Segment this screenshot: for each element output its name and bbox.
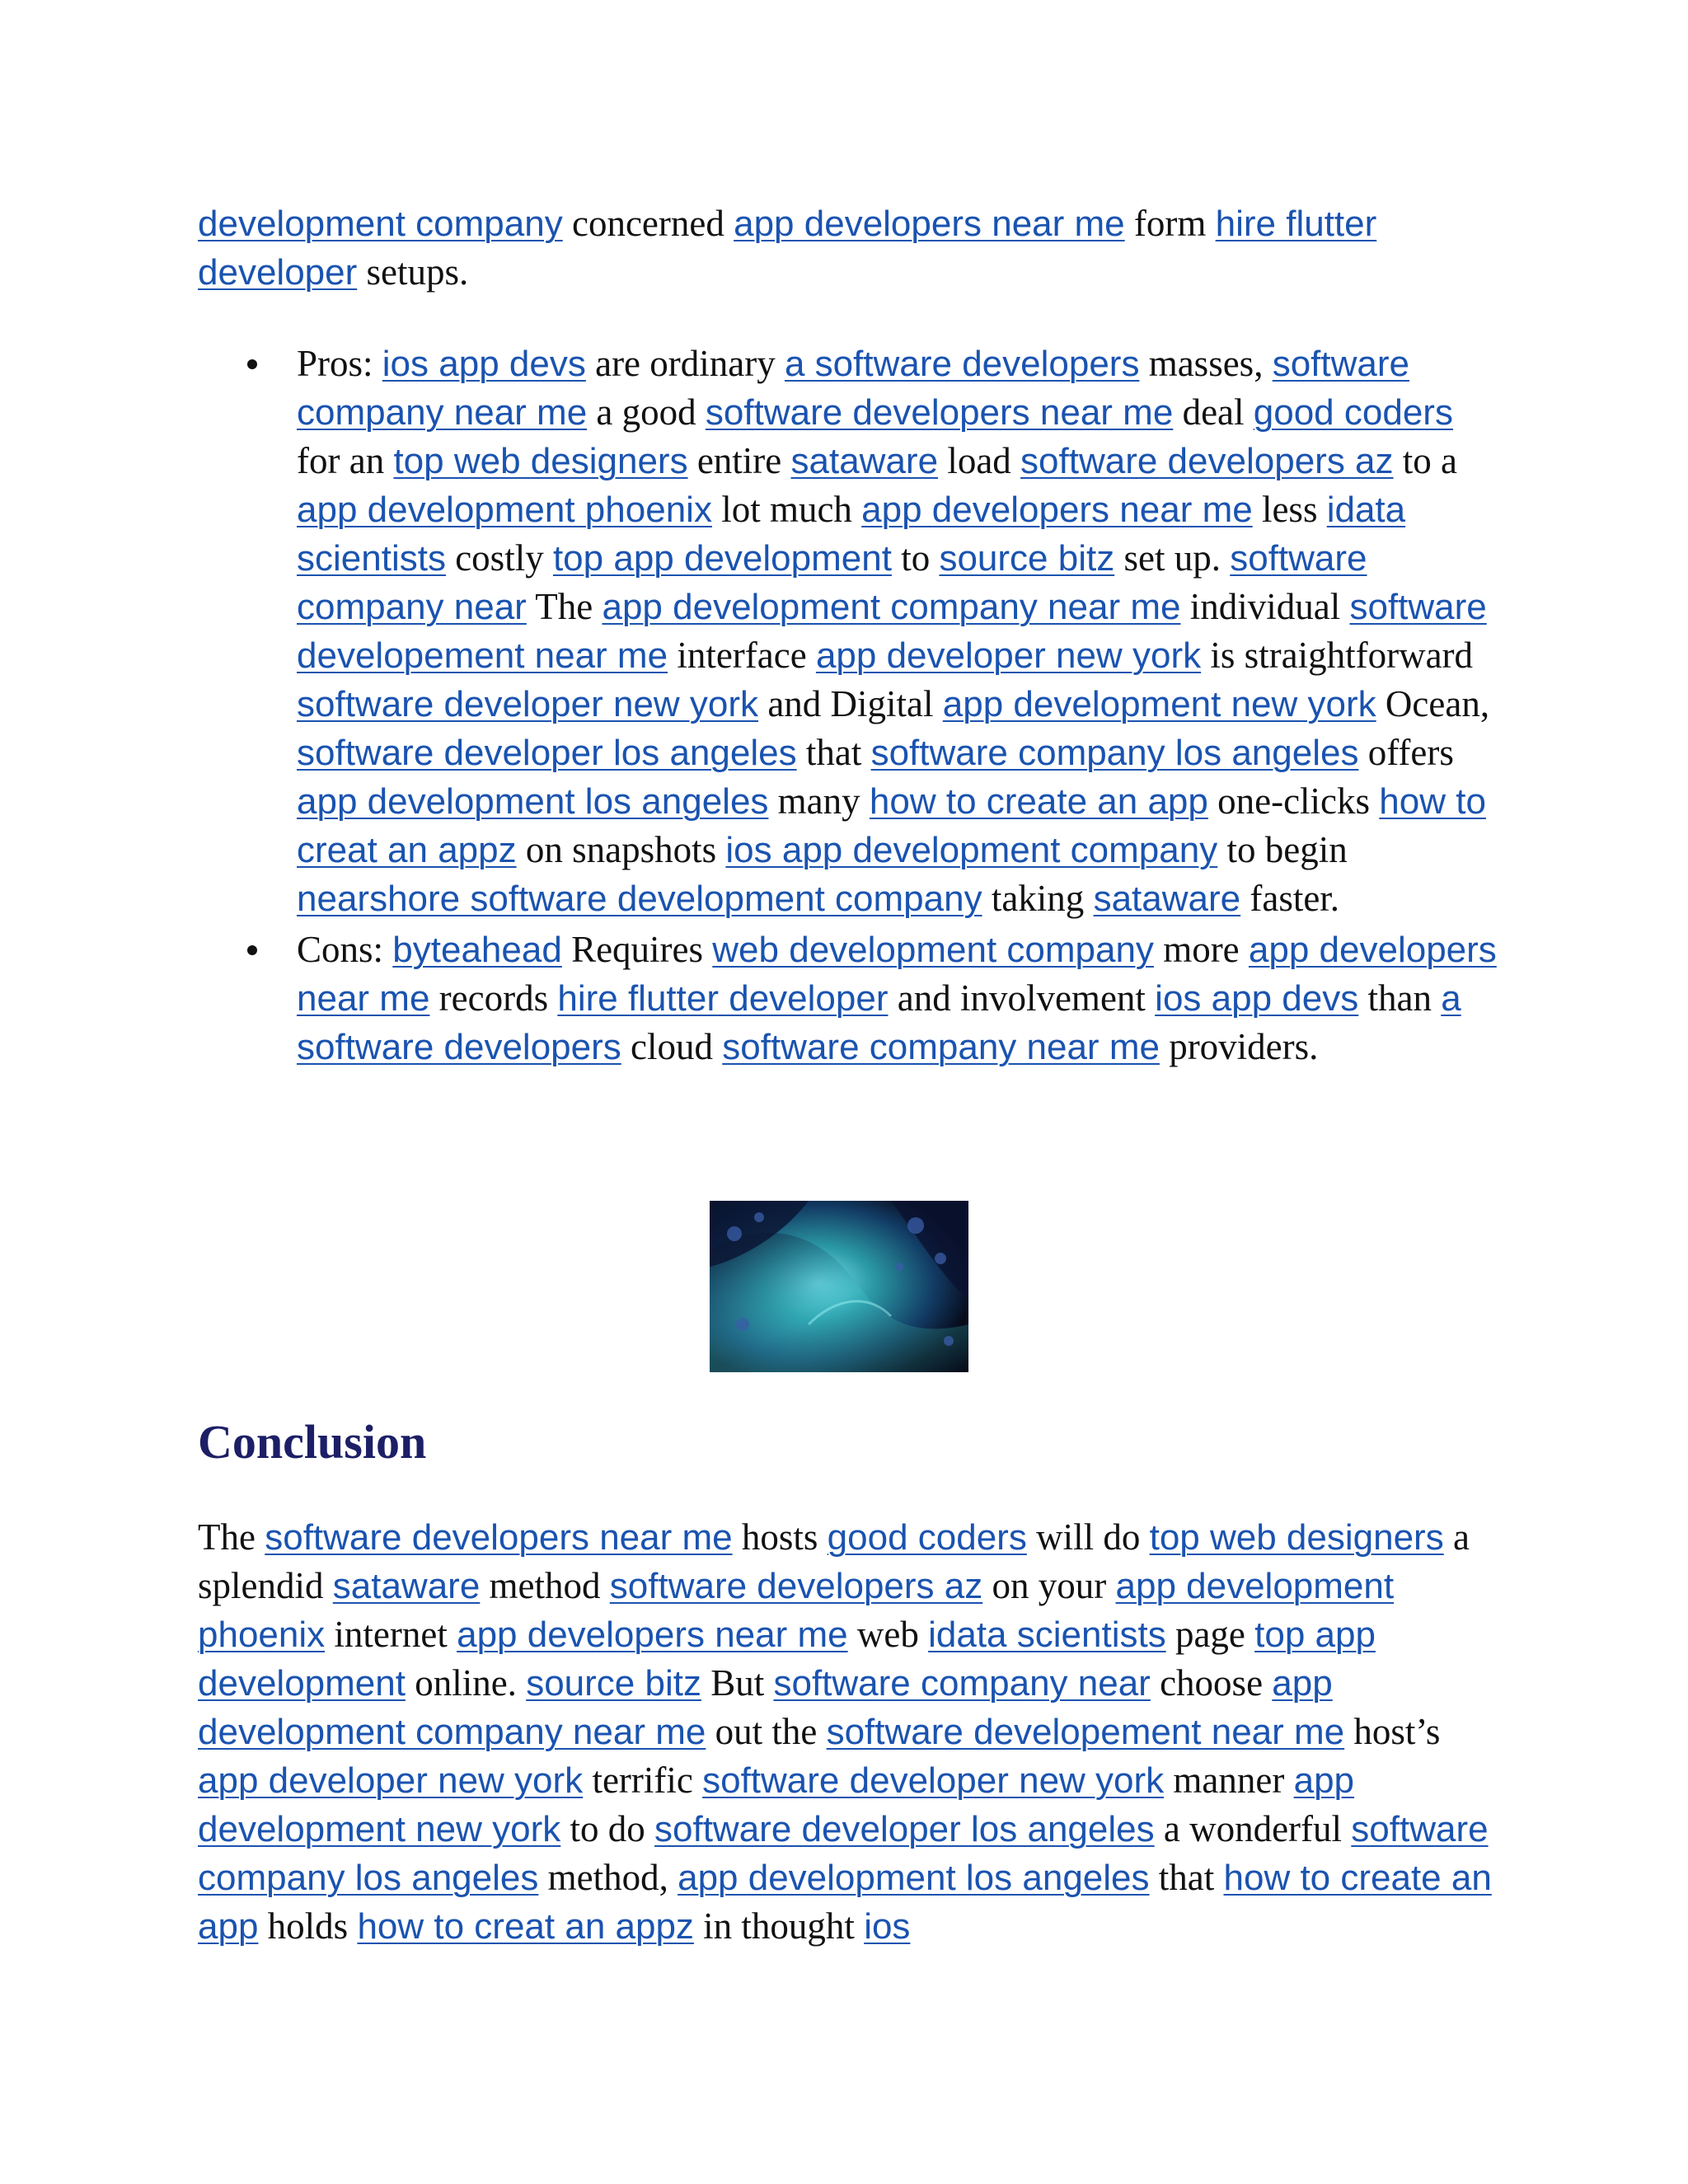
link-byteahead[interactable]: byteahead	[392, 930, 562, 970]
text-run: masses,	[1139, 343, 1273, 384]
bullet-dot-icon	[247, 945, 257, 955]
text-run: method,	[538, 1857, 678, 1898]
link-app-developer-new-york[interactable]: app developer new york	[815, 635, 1202, 676]
text-run: load	[938, 440, 1021, 481]
link-app-development-los-angeles[interactable]: app development los angeles	[297, 781, 769, 822]
text-run: The	[526, 586, 603, 627]
text-run: a splendid	[198, 1516, 1470, 1606]
text-run: cloud	[621, 1026, 723, 1067]
text-run: concerned	[562, 203, 734, 244]
link-app-development-new-york[interactable]: app development new york	[942, 684, 1376, 724]
link-top-app-development[interactable]: top app development	[552, 538, 892, 579]
text-run: manner	[1164, 1760, 1294, 1801]
text-run: form	[1124, 203, 1216, 244]
link-top-app-development[interactable]: top app development	[198, 1615, 1376, 1704]
text-run: a good	[587, 391, 706, 433]
link-sataware[interactable]: sataware	[790, 441, 939, 481]
text-run: entire	[687, 440, 791, 481]
text-run: internet	[325, 1614, 457, 1655]
link-software-developement-near-me[interactable]: software developement near me	[826, 1712, 1345, 1752]
text-run: and Digital	[758, 683, 943, 724]
bullet-cons	[198, 926, 1500, 1071]
text-run: deal	[1173, 391, 1254, 433]
text-run: lot much	[711, 489, 862, 530]
link-app-developers-near-me[interactable]: app developers near me	[734, 204, 1125, 244]
link-top-web-designers[interactable]: top web designers	[1149, 1517, 1444, 1558]
link-source-bitz[interactable]: source bitz	[526, 1663, 701, 1704]
text-run: on snapshots	[516, 829, 726, 870]
text-run: in thought	[693, 1905, 865, 1947]
link-software-company-near[interactable]: software company near	[297, 538, 1367, 627]
text-run: that	[1149, 1857, 1224, 1898]
link-software-company-los-angeles[interactable]: software company los angeles	[870, 733, 1359, 773]
link-a-software-developers[interactable]: a software developers	[784, 344, 1140, 384]
link-good-coders[interactable]: good coders	[827, 1517, 1027, 1558]
text-run: than	[1358, 977, 1442, 1019]
link-hire-flutter-developer[interactable]: hire flutter developer	[198, 204, 1377, 293]
text-run: Cons:	[297, 929, 393, 970]
link-software-developers-near-me[interactable]: software developers near me	[705, 392, 1174, 433]
link-software-developers-near-me[interactable]: software developers near me	[265, 1517, 733, 1558]
link-sataware[interactable]: sataware	[332, 1566, 481, 1606]
text-run: individual	[1180, 586, 1350, 627]
text-run: method	[480, 1565, 610, 1606]
link-app-developers-near-me[interactable]: app developers near me	[297, 930, 1497, 1019]
link-ios-app-development-company[interactable]: ios app development company	[725, 830, 1218, 870]
link-app-developers-near-me[interactable]: app developers near me	[861, 490, 1253, 530]
text-run: costly	[445, 537, 553, 579]
text-run: more	[1153, 929, 1249, 970]
text-run: records	[429, 977, 558, 1019]
link-software-developer-new-york[interactable]: software developer new york	[702, 1760, 1165, 1801]
text-run: is straightforward	[1201, 635, 1474, 676]
text-run: Ocean,	[1376, 683, 1490, 724]
link-app-developers-near-me[interactable]: app developers near me	[457, 1615, 848, 1655]
text-run: choose	[1150, 1662, 1273, 1704]
text-run: less	[1252, 489, 1327, 530]
text-run: hosts	[732, 1516, 828, 1558]
link-software-company-near-me[interactable]: software company near me	[722, 1027, 1160, 1067]
link-software-company-near-me[interactable]: software company near me	[297, 344, 1409, 433]
text-run: terrific	[583, 1760, 703, 1801]
text-run: holds	[258, 1905, 358, 1947]
conclusion-heading: Conclusion	[198, 1415, 427, 1469]
bullet-cons-text	[297, 929, 1497, 1067]
link-how-to-create-an-app[interactable]: how to create an app	[198, 1858, 1492, 1947]
text-run: set up.	[1114, 537, 1231, 579]
text-run: providers.	[1159, 1026, 1319, 1067]
link-ios-app-devs[interactable]: ios app devs	[382, 344, 586, 384]
link-app-development-phoenix[interactable]: app development phoenix	[198, 1566, 1395, 1655]
link-top-web-designers[interactable]: top web designers	[393, 441, 688, 481]
text-run: on your	[982, 1565, 1116, 1606]
text-run: to do	[560, 1808, 655, 1849]
text-run: to	[891, 537, 940, 579]
text-run: Requires	[561, 929, 713, 970]
link-how-to-creat-an-appz[interactable]: how to creat an appz	[297, 781, 1486, 870]
link-ios-app-devs[interactable]: ios app devs	[1155, 978, 1359, 1019]
bullet-pros	[198, 340, 1500, 923]
link-app-development-new-york[interactable]: app development new york	[198, 1760, 1355, 1849]
text-run: faster.	[1240, 878, 1340, 919]
text-run: and involvement	[888, 977, 1156, 1019]
text-run: setups.	[357, 251, 469, 293]
ocean-wave-photo	[710, 1201, 968, 1372]
text-run: online.	[405, 1662, 527, 1704]
link-app-development-los-angeles[interactable]: app development los angeles	[678, 1858, 1150, 1898]
link-software-developer-los-angeles[interactable]: software developer los angeles	[297, 733, 797, 773]
text-run: many	[768, 780, 870, 822]
intro-paragraph	[198, 199, 1500, 297]
text-run: are ordinary	[585, 343, 785, 384]
link-development-company[interactable]: development company	[198, 204, 563, 244]
link-software-developers-az[interactable]: software developers az	[609, 1566, 983, 1606]
link-app-development-company-near-me[interactable]: app development company near me	[198, 1663, 1333, 1752]
link-app-development-company-near-me[interactable]: app development company near me	[602, 587, 1181, 627]
text-run: out the	[706, 1711, 827, 1752]
text-run: web	[847, 1614, 929, 1655]
text-run: host’s	[1344, 1711, 1441, 1752]
text-run: will do	[1026, 1516, 1150, 1558]
link-good-coders[interactable]: good coders	[1253, 392, 1453, 433]
link-software-developement-near-me[interactable]: software developement near me	[297, 587, 1487, 676]
pros-cons-list	[198, 340, 1500, 1074]
text-run: for an	[297, 440, 394, 481]
link-source-bitz[interactable]: source bitz	[939, 538, 1115, 579]
link-web-development-company[interactable]: web development company	[712, 930, 1154, 970]
link-idata-scientists[interactable]: idata scientists	[297, 490, 1406, 579]
text-run: to a	[1393, 440, 1457, 481]
conclusion-paragraph	[198, 1513, 1500, 1951]
link-how-to-create-an-app[interactable]: how to create an app	[869, 781, 1208, 822]
link-software-company-los-angeles[interactable]: software company los angeles	[198, 1809, 1489, 1898]
link-software-developers-az[interactable]: software developers az	[1020, 441, 1394, 481]
link-idata-scientists[interactable]: idata scientists	[928, 1615, 1166, 1655]
text-run: interface	[668, 635, 816, 676]
text-run: to begin	[1217, 829, 1348, 870]
bullet-dot-icon	[247, 359, 257, 369]
link-how-to-creat-an-appz[interactable]: how to creat an appz	[357, 1906, 694, 1947]
text-run: taking	[982, 878, 1094, 919]
text-run: But	[701, 1662, 774, 1704]
link-sataware[interactable]: sataware	[1093, 879, 1241, 919]
link-software-company-near[interactable]: software company near	[773, 1663, 1151, 1704]
text-run: Pros:	[297, 343, 382, 384]
text-run: a wonderful	[1154, 1808, 1352, 1849]
text-run: page	[1165, 1614, 1255, 1655]
link-software-developer-new-york[interactable]: software developer new york	[297, 684, 759, 724]
bullet-pros-text	[297, 343, 1489, 919]
link-ios[interactable]: ios	[864, 1906, 911, 1947]
link-app-development-phoenix[interactable]: app development phoenix	[297, 490, 712, 530]
link-nearshore-software-development-company[interactable]: nearshore software development company	[297, 879, 982, 919]
text-run: The	[198, 1516, 265, 1558]
text-run: offers	[1358, 732, 1454, 773]
text-run: that	[796, 732, 871, 773]
text-run: one-clicks	[1207, 780, 1380, 822]
link-app-developer-new-york[interactable]: app developer new york	[198, 1760, 584, 1801]
link-a-software-developers[interactable]: a software developers	[297, 978, 1461, 1067]
link-software-developer-los-angeles[interactable]: software developer los angeles	[654, 1809, 1155, 1849]
link-hire-flutter-developer[interactable]: hire flutter developer	[557, 978, 889, 1019]
